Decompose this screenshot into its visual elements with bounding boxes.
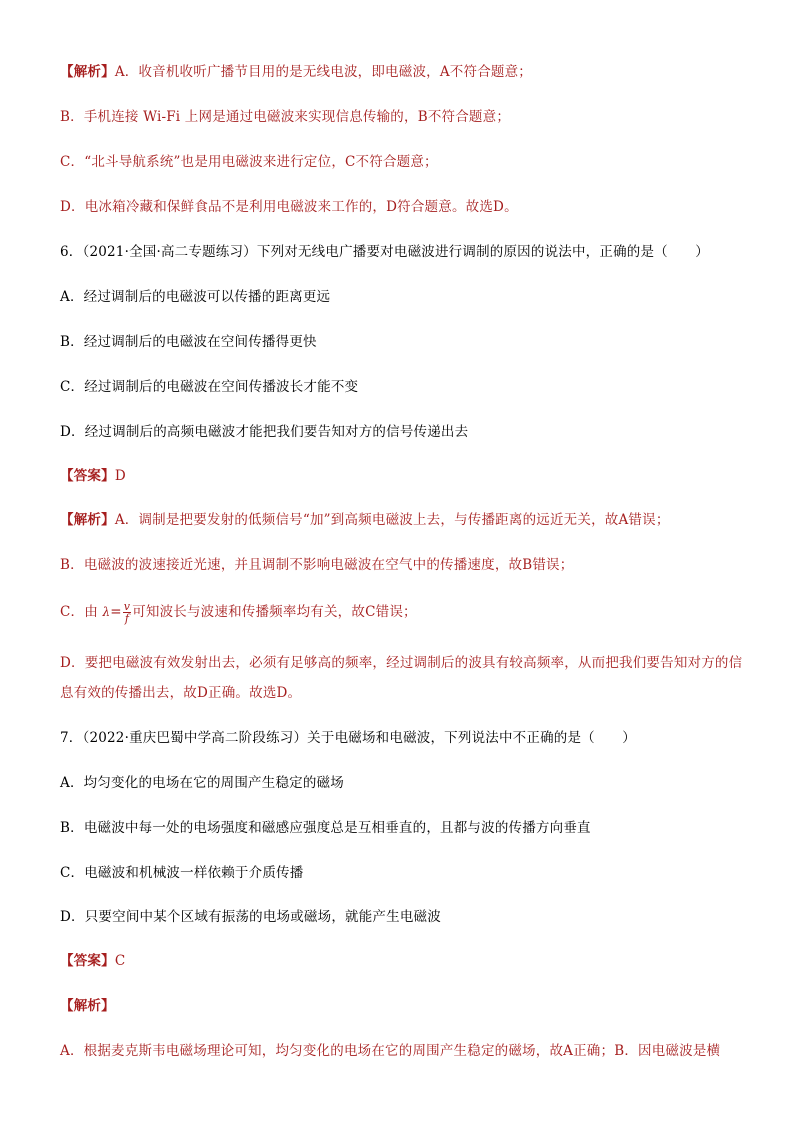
explanation-7-option-a: A．根据麦克斯韦电磁场理论可知，均匀变化的电场在它的周围产生稳定的磁场，故A正确；B．因电磁波是横	[60, 1043, 721, 1059]
question-7-option-d: D．只要空间中某个区域有振荡的电场或磁场，就能产生电磁波	[60, 909, 441, 925]
formula-prefix: C．由	[60, 604, 98, 620]
fraction-v-over-f	[123, 601, 131, 624]
fraction-numerator: v	[123, 600, 131, 613]
explanation-5-option-a	[60, 62, 750, 82]
explanation-6-option-c	[60, 596, 750, 628]
answer-value: C	[114, 953, 126, 969]
formula-suffix: 可知波长与波速和传播频率均有关，故C错误；	[132, 604, 417, 620]
question-6-option-c: C．经过调制后的电磁波在空间传播波长才能不变	[60, 379, 359, 395]
question-6-stem: 6．（2021·全国·高二专题练习）下列对无线电广播要对电磁波进行调制的原因的说法中，正确的是（ ）	[60, 244, 709, 260]
question-7-option-b: B．电磁波中每一处的电场强度和磁感应强度总是互相垂直的，且都与波的传播方向垂直	[60, 820, 591, 836]
explanation-6-option-b: B．电磁波的波速接近光速，并且调制不影响电磁波在空气中的传播速度，故B错误；	[60, 557, 574, 573]
explanation-5-option-b: B．手机连接 Wi-Fi 上网是通过电磁波来实现信息传输的，B不符合题意；	[60, 109, 511, 125]
explanation-7-heading	[60, 996, 750, 1016]
explanation-6-option-d: D．要把电磁波有效发射出去，必须有足够高的频率，经过调制后的波具有较高频率，从而把我们要告知对方的信息有效的传播出去，故D正确。故选D。	[60, 655, 743, 701]
lambda-symbol: λ	[102, 605, 111, 619]
explanation-tag: 【解析】	[60, 64, 115, 80]
explanation-5-option-c: C．“北斗导航系统”也是用电磁波来进行定位，C不符合题意；	[60, 154, 438, 170]
question-7-option-c: C．电磁波和机械波一样依赖于介质传播	[60, 865, 304, 881]
question-6-option-b: B．经过调制后的电磁波在空间传播得更快	[60, 334, 317, 350]
explanation-tag: 【解析】	[60, 512, 115, 528]
explanation-tag: 【解析】	[60, 998, 115, 1014]
question-7-option-a: A．均匀变化的电场在它的周围产生稳定的磁场	[60, 775, 344, 791]
explanation-text: A．收音机收听广播节目用的是无线电波，即电磁波，A不符合题意；	[114, 64, 533, 80]
explanation-6-option-a	[60, 510, 750, 530]
equals-sign: =	[110, 604, 122, 620]
answer-tag: 【答案】	[60, 953, 115, 969]
answer-tag: 【答案】	[60, 468, 115, 484]
answer-value: D	[114, 468, 126, 484]
explanation-5-option-d: D．电冰箱冷藏和保鲜食品不是利用电磁波来工作的，D符合题意。故选D。	[60, 199, 518, 215]
answer-6	[60, 466, 750, 486]
question-6-option-a: A．经过调制后的电磁波可以传播的距离更远	[60, 289, 331, 305]
explanation-text: A．调制是把要发射的低频信号“加”到高频电磁波上去，与传播距离的远近无关，故A错误；	[114, 512, 670, 528]
question-6-option-d: D．经过调制后的高频电磁波才能把我们要告知对方的信号传递出去	[60, 424, 469, 440]
fraction-denominator: f	[124, 612, 130, 625]
answer-7	[60, 951, 750, 971]
question-7-stem: 7．（2022·重庆巴蜀中学高二阶段练习）关于电磁场和电磁波，下列说法中不正确的是（ ）	[60, 730, 636, 746]
